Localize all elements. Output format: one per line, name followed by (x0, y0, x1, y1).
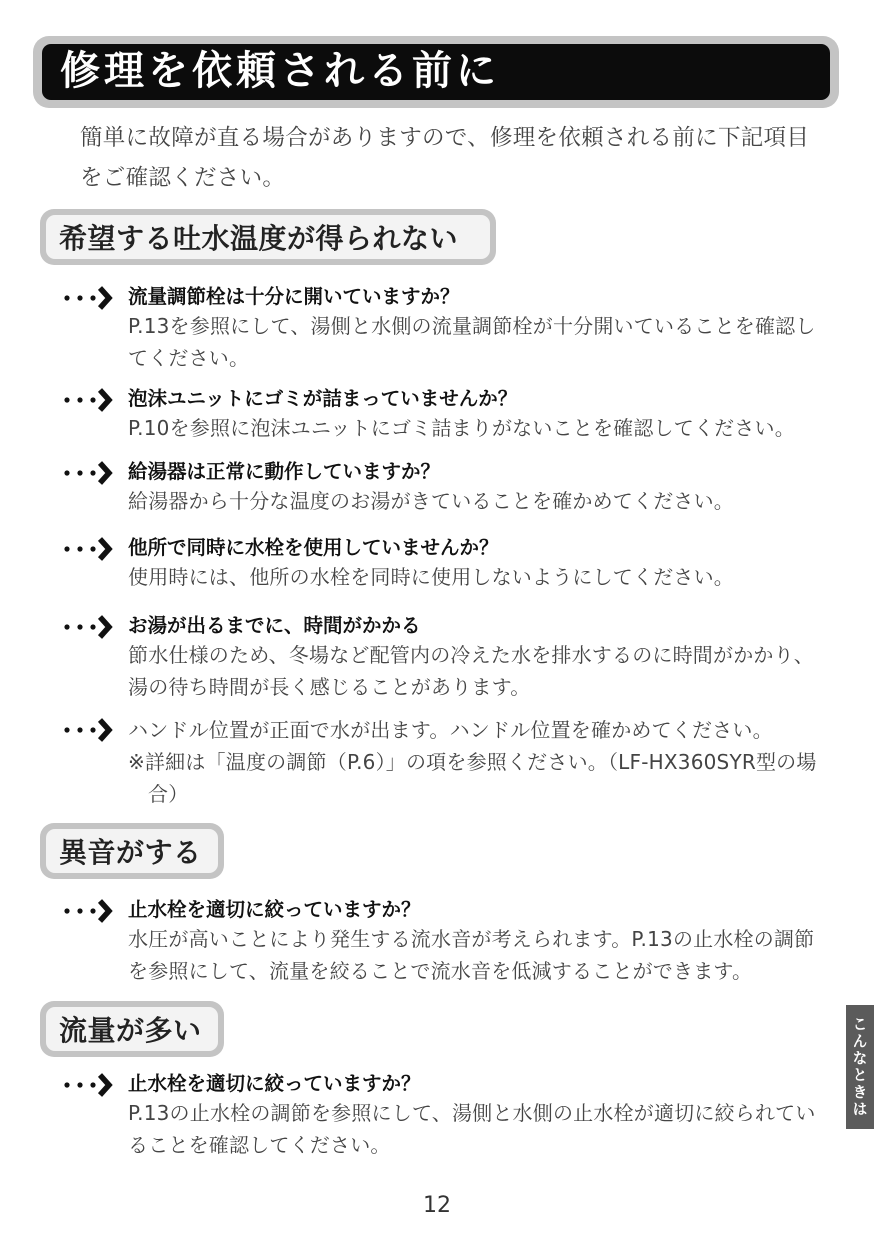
item-answer: 節水仕様のため、冬場など配管内の冷えた水を排水するのに時間がかかり、湯の待ち時間が長く感じることがあります。 (128, 643, 814, 699)
item-question: 流量調節栓は十分に開いていますか？ (128, 285, 460, 308)
page-title: 修理を依頼される前に (60, 48, 500, 94)
item-answer: 使用時には、他所の水栓を同時に使用しないようにしてください。 (128, 565, 734, 589)
item-question: 他所で同時に水栓を使用していませんか？ (128, 536, 499, 559)
arrow-bullet-icon (60, 1073, 120, 1097)
arrow-bullet-icon (60, 899, 120, 923)
side-index-tab-label: こんなときは (850, 1016, 869, 1118)
intro-text: 簡単に故障が直る場合がありますので、修理を依頼される前に下記項目をご確認ください。 (80, 125, 810, 191)
item-question: お湯が出るまでに、時間がかかる (128, 614, 421, 637)
item-answer: P.13を参照にして、湯側と水側の流量調節栓が十分開いていることを確認してください。 (128, 314, 816, 370)
item-answer-block (128, 714, 828, 810)
arrow-bullet-icon (60, 388, 120, 412)
item-answer: P.10を参照に泡沫ユニットにゴミ詰まりがないことを確認してください。 (128, 416, 795, 440)
item-answer: ハンドル位置が正面で水が出ます。ハンドル位置を確かめてください。 (128, 718, 773, 742)
item-question: 泡沫ユニットにゴミが詰まっていませんか？ (128, 387, 518, 410)
arrow-bullet-icon (60, 718, 120, 742)
item-question: 給湯器は正常に動作していますか？ (128, 460, 441, 483)
page-title-background (42, 44, 830, 100)
item-question: 止水栓を適切に絞っていますか？ (128, 1072, 421, 1095)
arrow-bullet-icon (60, 615, 120, 639)
arrow-bullet-icon (60, 461, 120, 485)
arrow-bullet-icon (60, 286, 120, 310)
item-answer: 給湯器から十分な温度のお湯がきていることを確かめてください。 (128, 489, 734, 513)
page-number: 12 (423, 1193, 451, 1218)
item-answer: 水圧が高いことにより発生する流水音が考えられます。P.13の止水栓の調節を参照にして、流量を絞ることで流水音を低減することができます。 (128, 927, 815, 983)
arrow-bullet-icon (60, 537, 120, 561)
section-heading-label: 流量が多い (59, 1014, 202, 1047)
page-title-bar (33, 36, 839, 108)
item-answer: P.13の止水栓の調節を参照にして、湯側と水側の止水栓が適切に絞られていることを確認してください。 (128, 1101, 816, 1157)
section-heading-noise (40, 823, 224, 879)
section-heading-temperature (40, 209, 496, 265)
item-question: 止水栓を適切に絞っていますか？ (128, 898, 421, 921)
section-heading-label: 異音がする (59, 836, 202, 869)
section-heading-flow (40, 1001, 224, 1057)
section-heading-label: 希望する吐水温度が得られない (59, 222, 459, 255)
item-note: ※詳細は「温度の調節（P.6）」の項を参照ください。（LF-HX360SYR型の場合） (128, 750, 817, 806)
side-index-tab[interactable] (846, 1005, 874, 1129)
